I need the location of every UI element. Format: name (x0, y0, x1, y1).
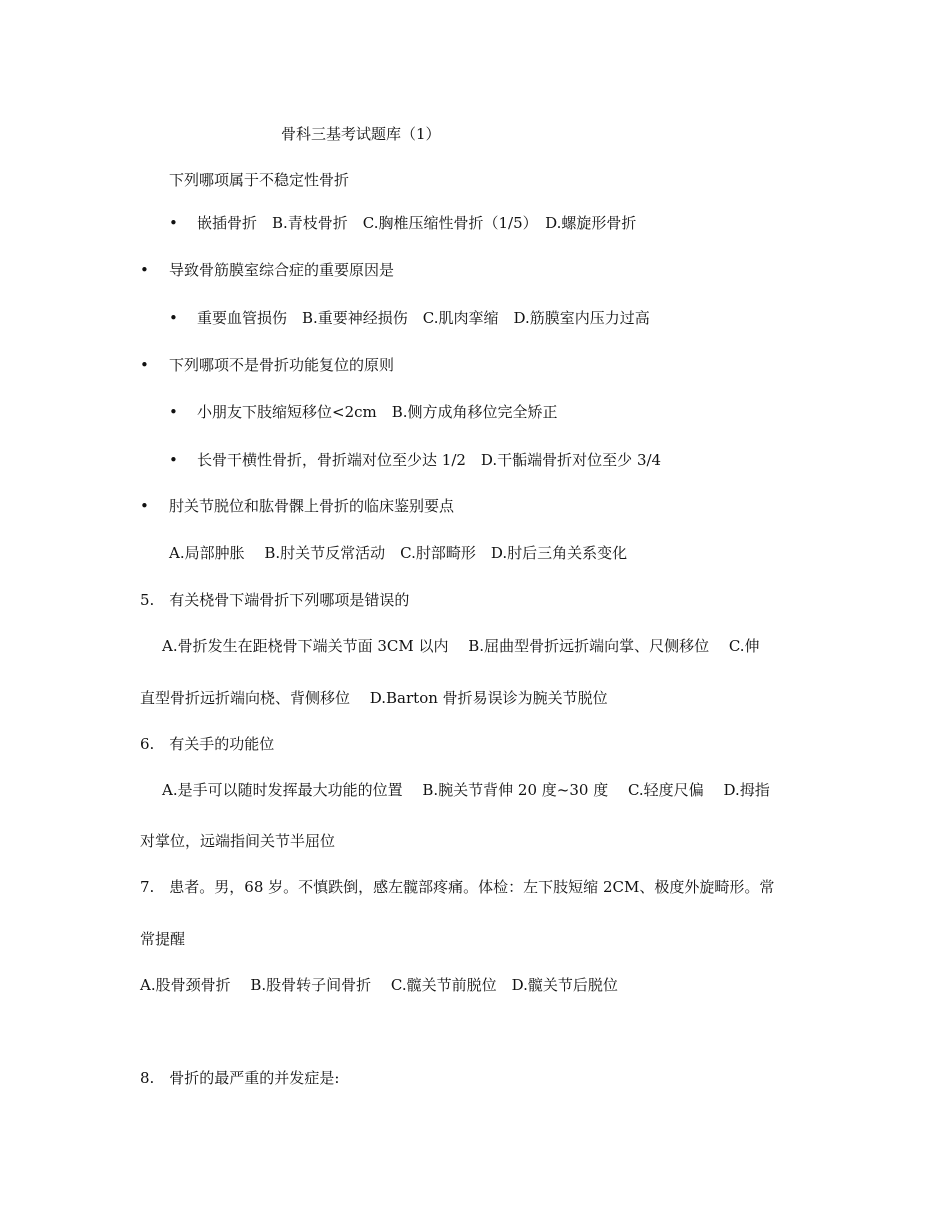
page-title: 骨科三基考试题库（1） (281, 125, 441, 143)
q7-stem-line2: 常提醒 (140, 930, 186, 948)
q4-stem: 肘关节脱位和肱骨髁上骨折的临床鉴别要点 (169, 497, 455, 515)
q6-stem: 6. 有关手的功能位 (140, 735, 275, 753)
q2-stem-bullet: • (140, 261, 149, 279)
q6-options-line1: A.是手可以随时发挥最大功能的位置 B.腕关节背伸 20 度~30 度 C.轻度尺偏 D.拇指 (162, 781, 770, 799)
q3-options-a-bullet: • (169, 403, 178, 421)
q2-options-bullet: • (169, 309, 178, 327)
q5-stem: 5. 有关桡骨下端骨折下列哪项是错误的 (140, 591, 410, 609)
q7-options: A.股骨颈骨折 B.股骨转子间骨折 C.髋关节前脱位 D.髋关节后脱位 (140, 976, 618, 994)
q8-stem: 8. 骨折的最严重的并发症是: (140, 1069, 340, 1087)
q7-stem-line1: 7. 患者。男，68 岁。不慎跌倒，感左髋部疼痛。体检：左下肢短缩 2CM、极度外旋畸形。常 (140, 878, 775, 896)
q4-stem-bullet: • (140, 497, 149, 515)
q1-stem: 下列哪项属于不稳定性骨折 (169, 171, 350, 189)
q5-options-line1: A.骨折发生在距桡骨下端关节面 3CM 以内 B.屈曲型骨折远折端向掌、尺侧移位 C.伸 (162, 637, 760, 655)
q4-options: A.局部肿胀 B.肘关节反常活动 C.肘部畸形 D.肘后三角关系变化 (169, 544, 628, 562)
q2-options: 重要血管损伤 B.重要神经损伤 C.肌肉挛缩 D.筋膜室内压力过高 (197, 309, 650, 327)
q3-options-b: 长骨干横性骨折，骨折端对位至少达 1/2 D.干骺端骨折对位至少 3/4 (197, 451, 662, 469)
q3-options-a: 小朋友下肢缩短移位<2cm B.侧方成角移位完全矫正 (197, 403, 558, 421)
q3-stem: 下列哪项不是骨折功能复位的原则 (169, 356, 395, 374)
q3-stem-bullet: • (140, 356, 149, 374)
q1-options-bullet: • (169, 214, 178, 232)
q3-options-b-bullet: • (169, 451, 178, 469)
q1-options: 嵌插骨折 B.青枝骨折 C.胸椎压缩性骨折（1/5） D.螺旋形骨折 (197, 214, 637, 232)
q2-stem: 导致骨筋膜室综合症的重要原因是 (169, 261, 395, 279)
q6-options-line2: 对掌位，远端指间关节半屈位 (140, 832, 336, 850)
q5-options-line2: 直型骨折远折端向桡、背侧移位 D.Barton 骨折易误诊为腕关节脱位 (140, 689, 608, 707)
